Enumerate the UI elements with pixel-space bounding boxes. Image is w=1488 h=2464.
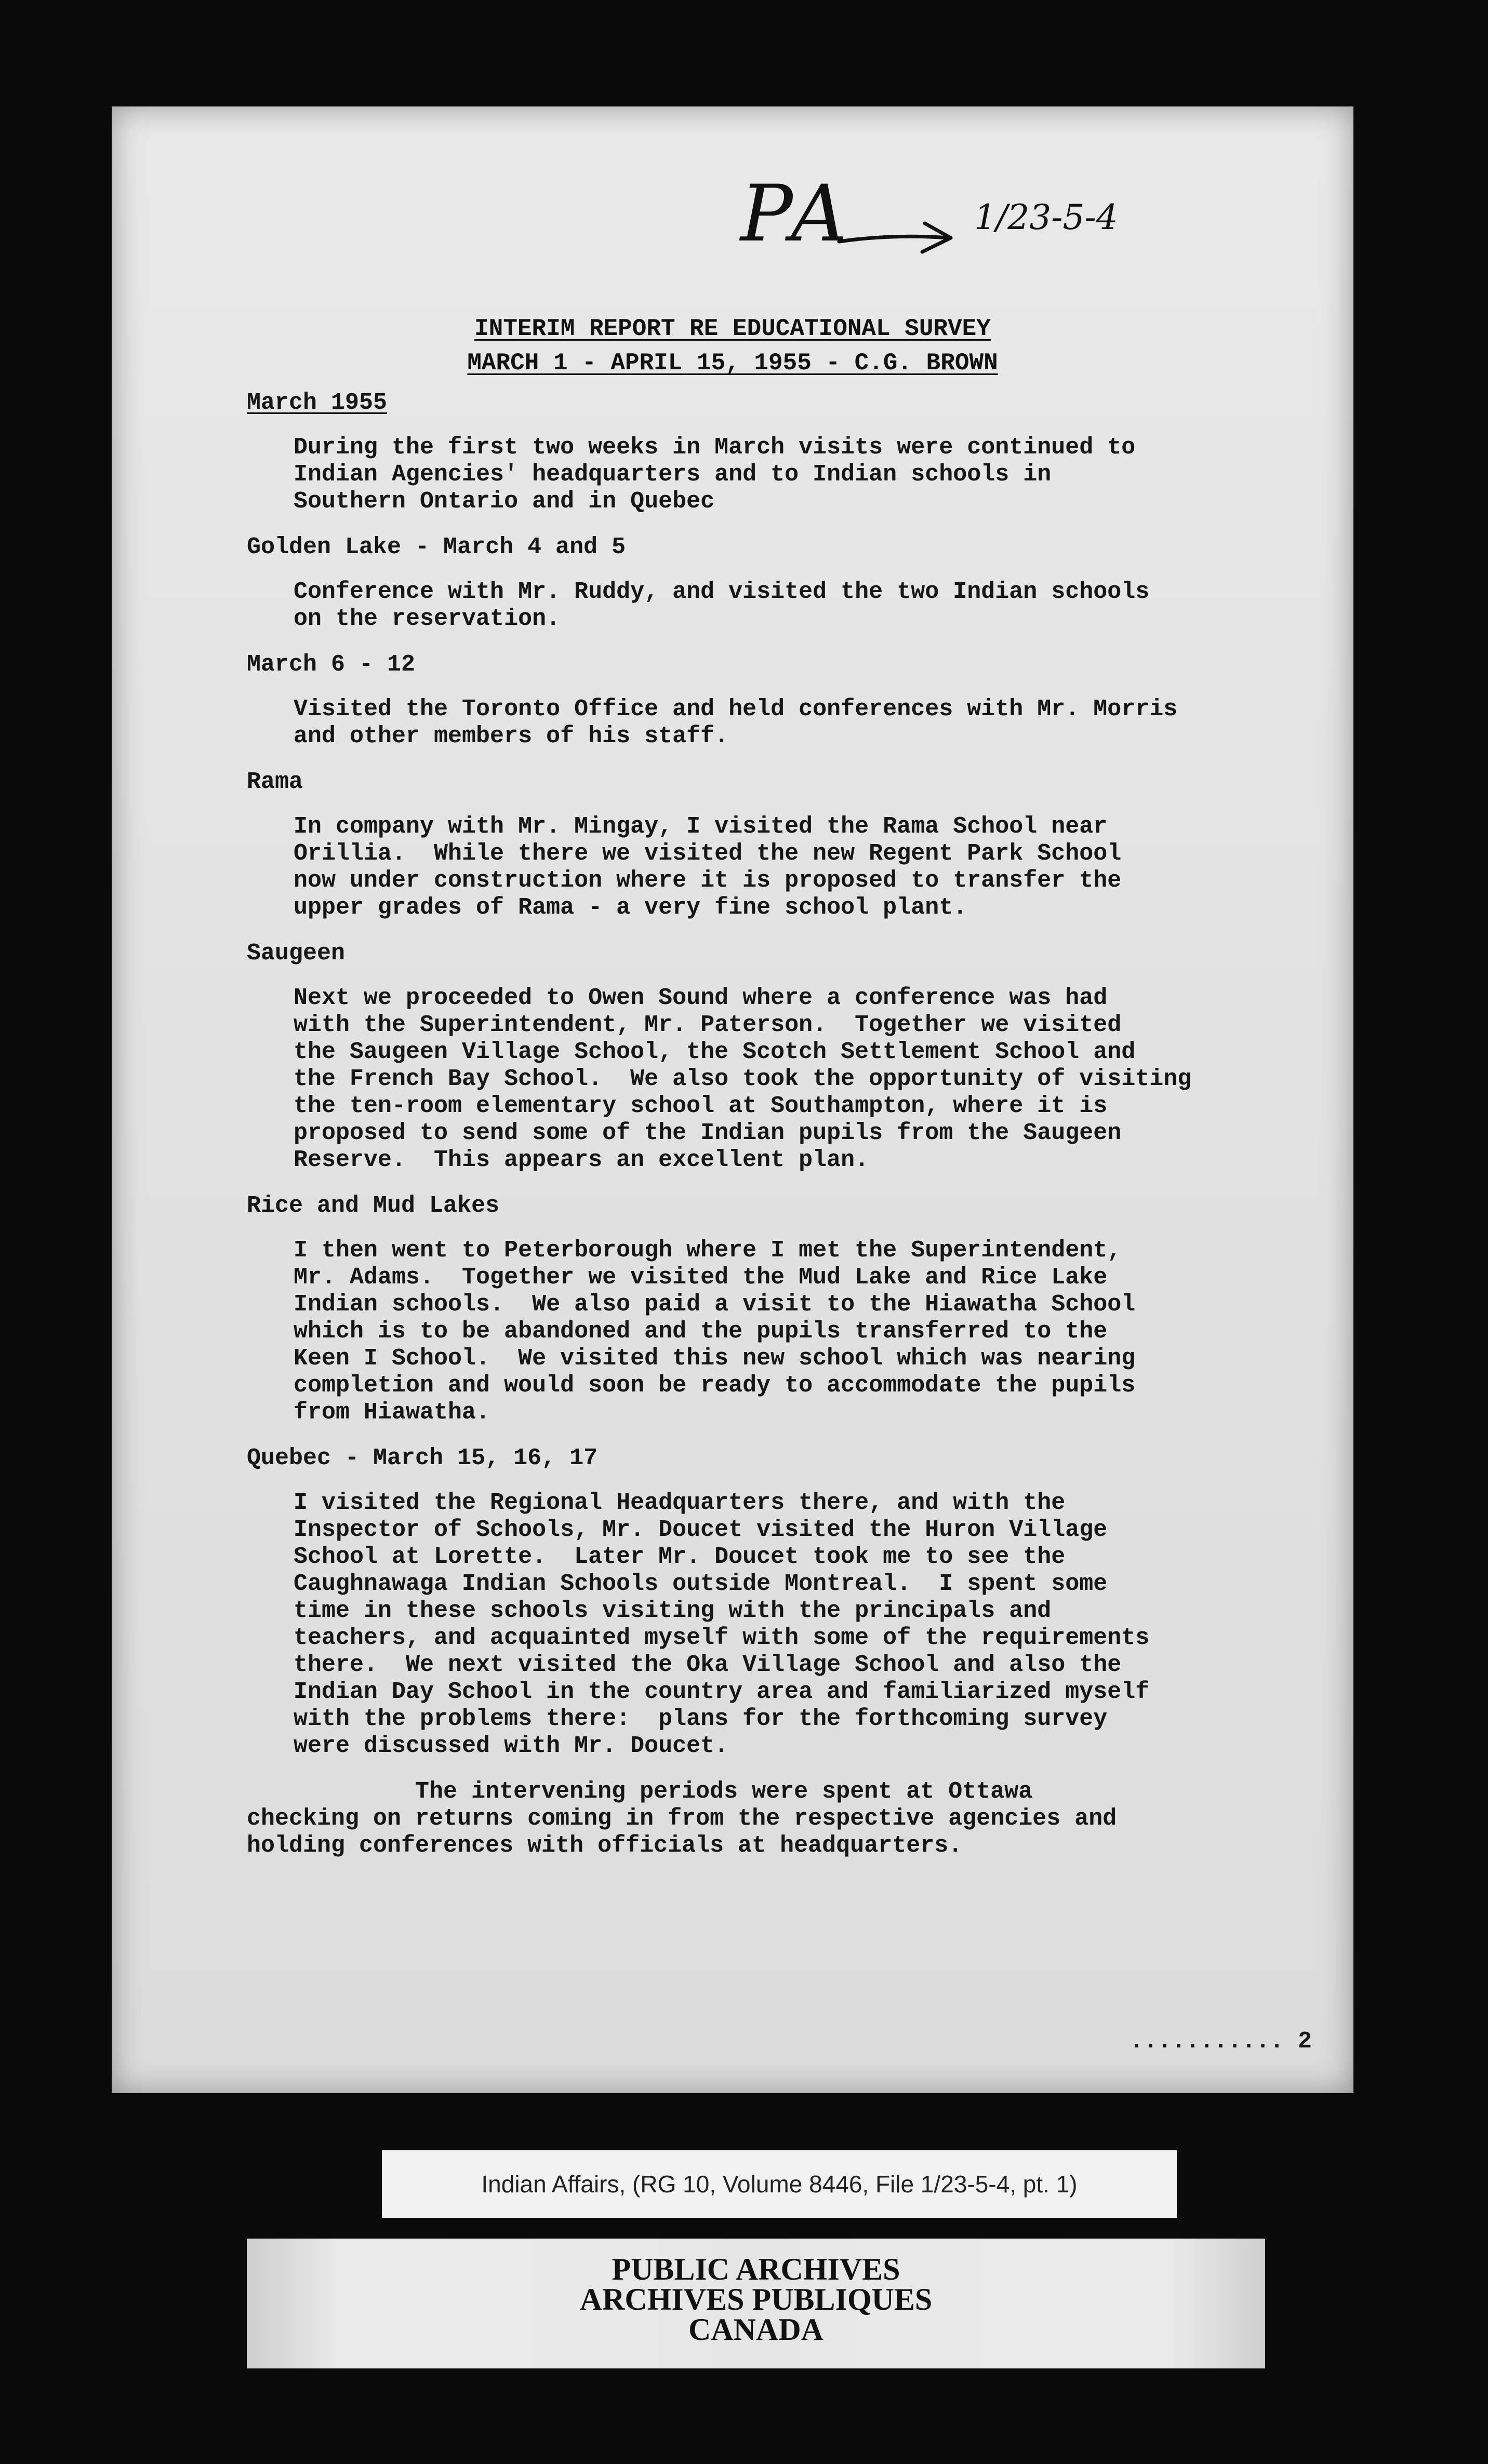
report-title xyxy=(112,312,1353,380)
handwritten-arrow-icon xyxy=(836,218,961,260)
section-text-saugeen: Next we proceeded to Owen Sound where a conference was had with the Superintendent, Mr. Paterson. Together we visited the Saugeen Village School, the Scotch Settlement School and the French Bay School. We also took the opportunity of visiting the ten-room elementary school at Southampton, where it is proposed to send some of the Indian pupils from the Saugeen Reserve. This appears an excellent plan. xyxy=(294,985,1192,1173)
page-number: ........... 2 xyxy=(1129,2028,1312,2055)
stamp-line-1: PUBLIC ARCHIVES xyxy=(612,2252,900,2286)
section-text-quebec: I visited the Regional Headquarters there, and with the Inspector of Schools, Mr. Doucet visited the Huron Village School at Lorette. Later Mr. Doucet took me to see the Caughnawaga Indian Schools outside Montreal. I spent some time in these schools visiting with the principals and teachers, and acquainted myself with some of the requirements there. We next visited the Oka Village School and also the Indian Day School in the country area and familiarized myself with the problems there: plans for the forthcoming survey were discussed with Mr. Doucet. xyxy=(294,1490,1150,1759)
section-heading-rice-mud-lakes: Rice and Mud Lakes xyxy=(247,1193,500,1219)
section-heading-quebec: Quebec - March 15, 16, 17 xyxy=(247,1445,598,1471)
section-text-golden-lake: Conference with Mr. Ruddy, and visited the two Indian schools on the reservation. xyxy=(294,579,1150,632)
section-heading-golden-lake: Golden Lake - March 4 and 5 xyxy=(247,534,626,560)
stamp-line-3: CANADA xyxy=(688,2312,823,2347)
section-text-rama: In company with Mr. Mingay, I visited the Rama School near Orillia. While there we visited the new Regent Park School now under construction where it is proposed to transfer the upper grades of Rama - a very fine school plant. xyxy=(294,813,1122,921)
section-text-march: During the first two weeks in March visits were continued to Indian Agencies' headquarters and to Indian schools in Southern Ontario and in Quebec xyxy=(294,434,1136,515)
section-heading-march-6-12: March 6 - 12 xyxy=(247,651,416,678)
section-text-march-6-12: Visited the Toronto Office and held conferences with Mr. Morris and other members of his staff. xyxy=(294,696,1178,749)
handwritten-file-ref: 1/23-5-4 xyxy=(974,197,1118,237)
section-heading-saugeen: Saugeen xyxy=(247,940,346,967)
stamp-line-2: ARCHIVES PUBLIQUES xyxy=(579,2282,933,2316)
archives-stamp xyxy=(247,2239,1265,2368)
report-body xyxy=(247,390,1317,1859)
document-page xyxy=(112,106,1353,2093)
title-line-2: MARCH 1 - APRIL 15, 1955 - C.G. BROWN xyxy=(467,350,998,377)
handwritten-pa: PA xyxy=(740,169,853,259)
archive-caption: Indian Affairs, (RG 10, Volume 8446, File 1/23-5-4, pt. 1) xyxy=(382,2150,1177,2218)
closing-paragraph: The intervening periods were spent at Ottawa checking on returns coming in from the respective agencies and holding conferences with officials at headquarters. xyxy=(247,1778,1117,1859)
title-line-1: INTERIM REPORT RE EDUCATIONAL SURVEY xyxy=(474,315,991,342)
section-heading-march: March 1955 xyxy=(247,390,388,416)
section-heading-rama: Rama xyxy=(247,769,303,795)
section-text-rice-mud-lakes: I then went to Peterborough where I met the Superintendent, Mr. Adams. Together we visited the Mud Lake and Rice Lake Indian schools. We also paid a visit to the Hiawatha School which is to be abandoned and the pupils transferred to the Keen I School. We visited this new school which was nearing completion and would soon be ready to accommodate the pupils from Hiawatha. xyxy=(294,1237,1136,1426)
